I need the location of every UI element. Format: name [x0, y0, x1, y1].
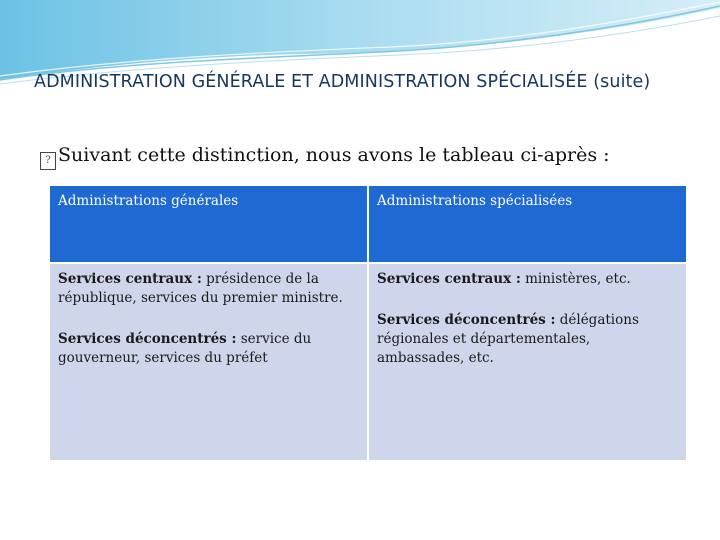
specialized-central-services: Services centraux : ministères, etc. — [377, 271, 631, 287]
specialized-deconcentrated-services: Services déconcentrés : délégations régionales et départementales, ambassades, etc. — [377, 312, 639, 366]
cell-general — [50, 263, 368, 460]
missing-glyph-bullet-icon: ? — [40, 152, 56, 170]
general-central-services: Services centraux : présidence de la république, services du premier ministre. — [58, 271, 343, 306]
table-header-row — [50, 186, 686, 263]
slide-title: ADMINISTRATION GÉNÉRALE ET ADMINISTRATION SPÉCIALISÉE (suite) — [34, 72, 651, 92]
bullet-line — [40, 144, 700, 170]
bullet-text: Suivant cette distinction, nous avons le tableau ci-après : — [58, 144, 610, 166]
general-deconcentrated-services: Services déconcentrés : service du gouverneur, services du préfet — [58, 331, 312, 366]
header-general: Administrations générales — [50, 186, 368, 263]
comparison-table — [50, 186, 686, 460]
table-row — [50, 263, 686, 460]
header-specialized: Administrations spécialisées — [368, 186, 686, 263]
cell-specialized — [368, 263, 686, 460]
